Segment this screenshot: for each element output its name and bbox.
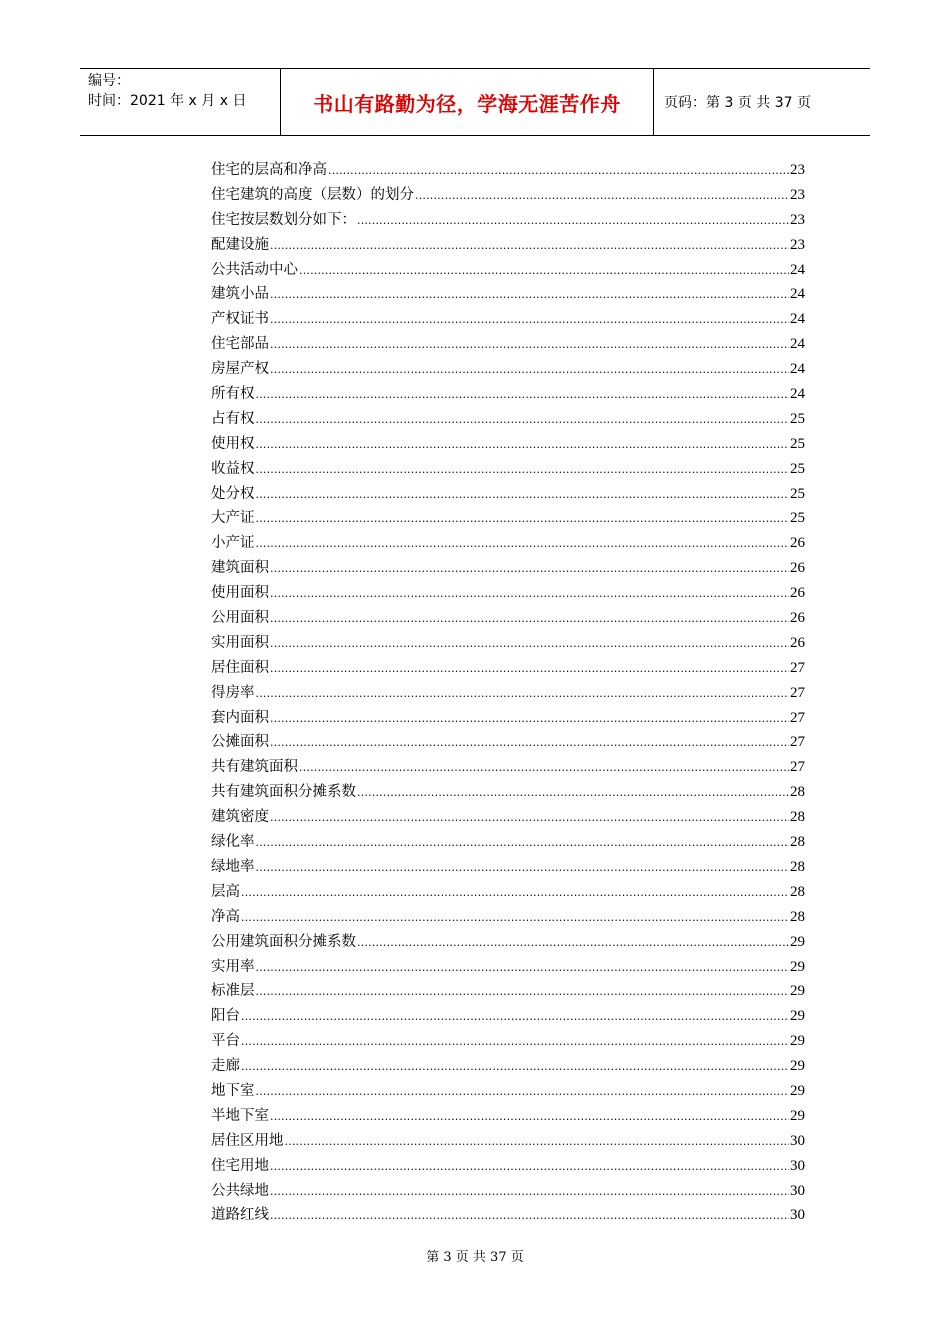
toc-dot-leader <box>256 985 790 998</box>
toc-dot-leader <box>270 662 789 675</box>
toc-dot-leader <box>256 537 790 550</box>
page-footer: 第 3 页 共 37 页 <box>426 1250 524 1265</box>
toc-dot-leader <box>357 214 789 227</box>
toc-dot-leader <box>241 886 789 899</box>
toc-dot-leader <box>256 413 790 426</box>
toc-dot-leader <box>357 936 789 949</box>
toc-entry-title: 道路红线 <box>211 1207 269 1224</box>
toc-entry[interactable] <box>211 581 805 606</box>
code-label: 编号： <box>88 73 130 89</box>
toc-entry-title: 使用面积 <box>211 585 269 602</box>
toc-entry[interactable] <box>211 432 805 457</box>
toc-dot-leader <box>241 1010 789 1023</box>
toc-entry-title: 大产证 <box>211 510 255 527</box>
toc-dot-leader <box>256 488 790 501</box>
toc-entry[interactable] <box>211 357 805 382</box>
toc-entry-title: 层高 <box>211 883 240 900</box>
page-header <box>80 68 870 136</box>
toc-entry[interactable] <box>211 656 805 681</box>
toc-entry-page: 27 <box>790 659 805 676</box>
toc-dot-leader <box>270 587 789 600</box>
toc-entry-title: 公用面积 <box>211 610 269 627</box>
toc-entry-title: 居住区用地 <box>211 1132 284 1149</box>
toc-entry[interactable] <box>211 382 805 407</box>
toc-entry-page: 24 <box>790 286 805 303</box>
toc-entry-title: 住宅的层高和净高 <box>211 162 327 178</box>
toc-entry-page: 29 <box>790 933 805 950</box>
toc-dot-leader <box>270 239 789 252</box>
toc-entry-title: 住宅用地 <box>211 1157 269 1174</box>
toc-entry-title: 共有建筑面积分摊系数 <box>211 784 356 801</box>
toc-entry[interactable] <box>211 631 805 656</box>
toc-entry[interactable] <box>211 930 805 955</box>
toc-dot-leader <box>270 1185 789 1198</box>
toc-entry-page: 26 <box>790 610 805 627</box>
toc-entry-page: 29 <box>790 1008 805 1025</box>
toc-entry[interactable] <box>211 506 805 531</box>
toc-entry-page: 23 <box>790 211 805 228</box>
toc-entry[interactable] <box>211 780 805 805</box>
header-meta <box>80 69 281 135</box>
toc-entry-page: 25 <box>790 435 805 452</box>
toc-dot-leader <box>270 1209 789 1222</box>
toc-entry-page: 27 <box>790 684 805 701</box>
toc-entry-title: 平台 <box>211 1033 240 1050</box>
toc-dot-leader <box>256 463 790 476</box>
toc-dot-leader <box>256 861 790 874</box>
toc-entry-title: 产权证书 <box>211 311 269 328</box>
toc-entry[interactable] <box>211 1129 805 1154</box>
toc-dot-leader <box>270 1160 789 1173</box>
toc-entry[interactable] <box>211 258 805 283</box>
toc-entry[interactable] <box>211 880 805 905</box>
toc-entry-title: 居住面积 <box>211 659 269 676</box>
toc-entry-page: 23 <box>790 162 805 178</box>
toc-entry-page: 30 <box>790 1182 805 1199</box>
toc-entry[interactable] <box>211 830 805 855</box>
toc-entry-page: 26 <box>790 585 805 602</box>
toc-dot-leader <box>299 761 789 774</box>
toc-entry-page: 25 <box>790 510 805 527</box>
toc-entry-page: 24 <box>790 386 805 403</box>
toc-entry-page: 28 <box>790 858 805 875</box>
toc-entry-page: 29 <box>790 958 805 975</box>
toc-entry-title: 占有权 <box>211 410 255 427</box>
toc-entry-title: 建筑密度 <box>211 809 269 826</box>
header-motto: 书山有路勤为径，学海无涯苦作舟 <box>281 69 654 135</box>
toc-entry-title: 住宅建筑的高度（层数）的划分 <box>211 186 414 203</box>
toc-entry-page: 25 <box>790 460 805 477</box>
toc-entry-page: 30 <box>790 1157 805 1174</box>
toc-entry-page: 24 <box>790 261 805 278</box>
toc-dot-leader <box>285 1135 790 1148</box>
toc-entry-title: 半地下室 <box>211 1107 269 1124</box>
toc-entry-title: 住宅按层数划分如下： <box>211 211 356 228</box>
toc-dot-leader <box>270 637 789 650</box>
toc-entry-page: 28 <box>790 883 805 900</box>
toc-dot-leader <box>241 911 789 924</box>
toc-entry[interactable] <box>211 730 805 755</box>
toc-dot-leader <box>256 1085 790 1098</box>
toc-entry[interactable] <box>211 706 805 731</box>
toc-dot-leader <box>270 736 789 749</box>
toc-entry-title: 阳台 <box>211 1008 240 1025</box>
toc-entry-title: 套内面积 <box>211 709 269 726</box>
toc-entry[interactable] <box>211 1203 805 1228</box>
toc-entry[interactable] <box>211 606 805 631</box>
toc-entry-title: 标准层 <box>211 983 255 1000</box>
toc-entry-title: 公摊面积 <box>211 734 269 751</box>
toc-entry[interactable] <box>211 233 805 258</box>
toc-entry-title: 实用率 <box>211 958 255 975</box>
toc-dot-leader <box>415 189 789 202</box>
toc-entry-page: 24 <box>790 311 805 328</box>
toc-dot-leader <box>270 1110 789 1123</box>
toc-entry-title: 处分权 <box>211 485 255 502</box>
toc-dot-leader <box>270 612 789 625</box>
toc-entry-title: 地下室 <box>211 1082 255 1099</box>
toc-entry[interactable] <box>211 556 805 581</box>
toc-dot-leader <box>256 687 790 700</box>
toc-entry-page: 29 <box>790 983 805 1000</box>
toc-entry-page: 28 <box>790 784 805 801</box>
toc-entry[interactable] <box>211 158 805 183</box>
toc-dot-leader <box>270 363 789 376</box>
header-page-info: 页码：第 3 页 共 37 页 <box>664 95 811 111</box>
toc-entry-page: 25 <box>790 410 805 427</box>
toc-entry[interactable] <box>211 855 805 880</box>
toc-entry-title: 公共活动中心 <box>211 261 298 278</box>
toc-entry-title: 住宅部品 <box>211 336 269 353</box>
toc-entry[interactable] <box>211 457 805 482</box>
toc-entry-page: 27 <box>790 709 805 726</box>
toc-dot-leader <box>270 562 789 575</box>
toc-dot-leader <box>241 1035 789 1048</box>
toc-entry[interactable] <box>211 979 805 1004</box>
toc-entry-title: 绿地率 <box>211 858 255 875</box>
toc-entry-page: 30 <box>790 1207 805 1224</box>
toc-dot-leader <box>270 712 789 725</box>
toc-dot-leader <box>256 961 790 974</box>
toc-dot-leader <box>256 388 790 401</box>
toc-entry[interactable] <box>211 208 805 233</box>
toc-entry-title: 得房率 <box>211 684 255 701</box>
toc-entry[interactable] <box>211 531 805 556</box>
toc-entry-page: 27 <box>790 734 805 751</box>
toc-entry-page: 24 <box>790 361 805 378</box>
toc-entry-title: 收益权 <box>211 460 255 477</box>
table-of-contents <box>211 158 805 1228</box>
toc-entry[interactable] <box>211 1079 805 1104</box>
time-label: 时间：2021 年 x 月 x 日 <box>88 93 247 109</box>
toc-entry-page: 28 <box>790 809 805 826</box>
toc-entry[interactable] <box>211 1029 805 1054</box>
toc-entry[interactable] <box>211 905 805 930</box>
toc-entry-title: 使用权 <box>211 435 255 452</box>
toc-entry-title: 绿化率 <box>211 834 255 851</box>
toc-entry-page: 29 <box>790 1033 805 1050</box>
toc-entry-page: 26 <box>790 560 805 577</box>
toc-entry[interactable] <box>211 307 805 332</box>
toc-entry-title: 小产证 <box>211 535 255 552</box>
toc-entry-title: 建筑小品 <box>211 286 269 303</box>
toc-entry[interactable] <box>211 482 805 507</box>
toc-entry-page: 26 <box>790 535 805 552</box>
toc-entry-page: 26 <box>790 634 805 651</box>
toc-entry-title: 房屋产权 <box>211 361 269 378</box>
toc-entry[interactable] <box>211 1004 805 1029</box>
toc-entry-title: 建筑面积 <box>211 560 269 577</box>
toc-entry-page: 25 <box>790 485 805 502</box>
toc-entry-title: 共有建筑面积 <box>211 759 298 776</box>
toc-dot-leader <box>270 338 789 351</box>
toc-entry[interactable] <box>211 1179 805 1204</box>
toc-dot-leader <box>328 164 789 177</box>
toc-entry[interactable] <box>211 681 805 706</box>
toc-entry[interactable] <box>211 407 805 432</box>
toc-entry[interactable] <box>211 183 805 208</box>
toc-entry-page: 28 <box>790 834 805 851</box>
toc-dot-leader <box>299 264 789 277</box>
toc-dot-leader <box>270 288 789 301</box>
toc-entry[interactable] <box>211 1154 805 1179</box>
toc-entry-title: 配建设施 <box>211 236 269 253</box>
toc-entry[interactable] <box>211 332 805 357</box>
toc-entry-page: 29 <box>790 1058 805 1075</box>
toc-entry-title: 实用面积 <box>211 634 269 651</box>
toc-entry[interactable] <box>211 1104 805 1129</box>
toc-entry-page: 24 <box>790 336 805 353</box>
toc-dot-leader <box>270 811 789 824</box>
toc-entry-page: 29 <box>790 1082 805 1099</box>
toc-dot-leader <box>256 438 790 451</box>
toc-entry-title: 公用建筑面积分摊系数 <box>211 933 356 950</box>
toc-entry-title: 所有权 <box>211 386 255 403</box>
toc-entry[interactable] <box>211 282 805 307</box>
toc-entry[interactable] <box>211 755 805 780</box>
toc-entry-page: 23 <box>790 236 805 253</box>
toc-entry-title: 净高 <box>211 908 240 925</box>
toc-entry[interactable] <box>211 955 805 980</box>
toc-dot-leader <box>241 1060 789 1073</box>
toc-entry-page: 23 <box>790 186 805 203</box>
toc-dot-leader <box>357 786 789 799</box>
toc-entry[interactable] <box>211 805 805 830</box>
toc-entry-page: 30 <box>790 1132 805 1149</box>
toc-entry-title: 走廊 <box>211 1058 240 1075</box>
toc-dot-leader <box>256 512 790 525</box>
toc-dot-leader <box>270 313 789 326</box>
toc-entry-page: 27 <box>790 759 805 776</box>
toc-entry-page: 28 <box>790 908 805 925</box>
toc-dot-leader <box>256 836 790 849</box>
toc-entry[interactable] <box>211 1054 805 1079</box>
toc-entry-title: 公共绿地 <box>211 1182 269 1199</box>
toc-entry-page: 29 <box>790 1107 805 1124</box>
